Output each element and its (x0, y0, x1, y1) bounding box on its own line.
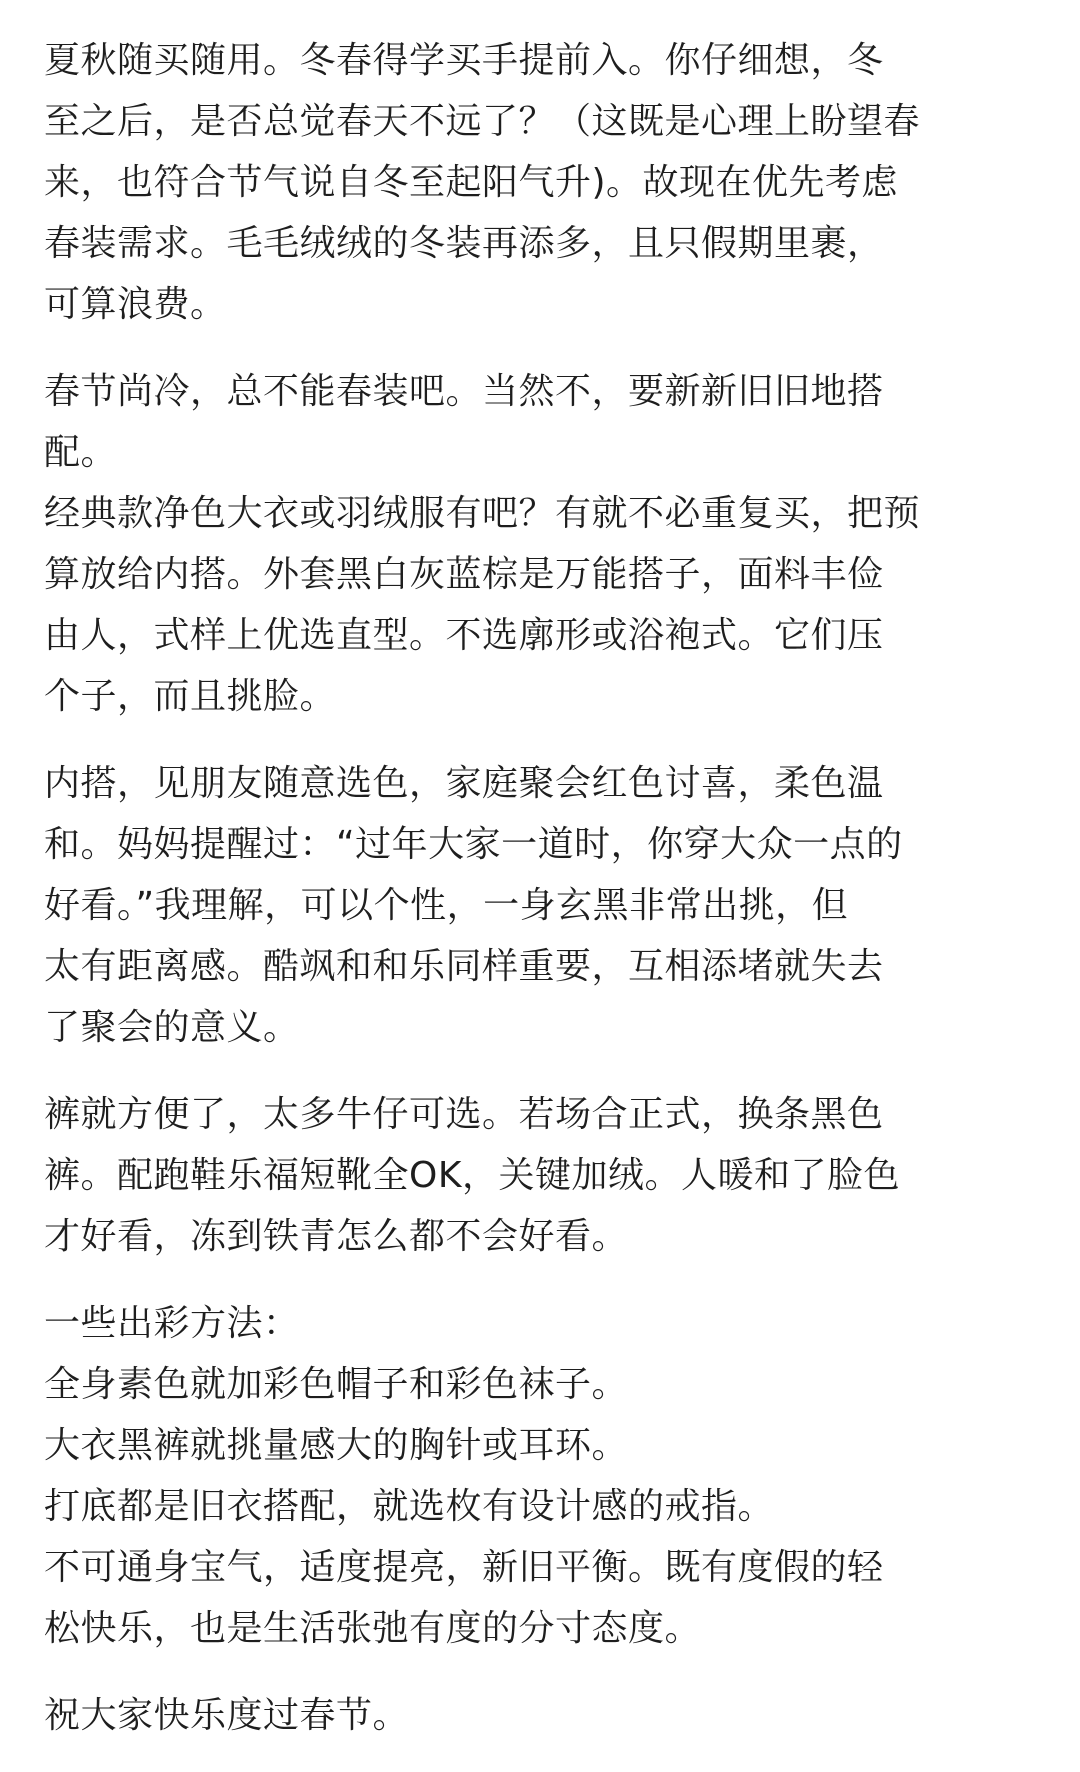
text-line: 至之后，是否总觉春天不远了？（这既是心理上盼望春 (44, 101, 921, 142)
text-line: 春节尚冷，总不能春装吧。当然不，要新新旧旧地搭 (44, 371, 884, 412)
text-line: 夏秋随买随用。冬春得学买手提前入。你仔细想，冬 (44, 40, 884, 81)
paragraph (44, 361, 1044, 727)
text-line: 打底都是旧衣搭配，就选枚有设计感的戒指。 (44, 1486, 775, 1527)
text-line: 太有距离感。酷飒和和乐同样重要，互相添堵就失去 (44, 946, 884, 987)
text-line: 大衣黑裤就挑量感大的胸针或耳环。 (44, 1425, 629, 1466)
text-line: 配。 (44, 432, 118, 473)
text-line: 好看。”我理解，可以个性，一身玄黑非常出挑，但 (44, 885, 849, 926)
article-body (44, 30, 1044, 1772)
text-line: 算放给内搭。外套黑白灰蓝棕是万能搭子，面料丰俭 (44, 554, 884, 595)
text-line: 春装需求。毛毛绒绒的冬装再添多，且只假期里裹， (44, 223, 884, 264)
paragraph (44, 30, 1044, 335)
text-line: 和。妈妈提醒过：“过年大家一道时，你穿大众一点的 (44, 824, 903, 865)
paragraph (44, 1084, 1044, 1267)
text-line: 来，也符合节气说自冬至起阳气升)。故现在优先考虑 (44, 162, 899, 203)
text-line: 不可通身宝气，适度提亮，新旧平衡。既有度假的轻 (44, 1547, 884, 1588)
text-line: 才好看，冻到铁青怎么都不会好看。 (44, 1216, 629, 1257)
paragraph (44, 1293, 1044, 1659)
text-line: 个子，而且挑脸。 (44, 676, 337, 717)
text-line: 了聚会的意义。 (44, 1007, 300, 1048)
text-line: 松快乐，也是生活张弛有度的分寸态度。 (44, 1608, 702, 1649)
text-line: 裤就方便了，太多牛仔可选。若场合正式，换条黑色 (44, 1094, 884, 1135)
text-line: 由人，式样上优选直型。不选廓形或浴袍式。它们压 (44, 615, 884, 656)
text-line: 可算浪费。 (44, 284, 227, 325)
text-line: 内搭，见朋友随意选色，家庭聚会红色讨喜，柔色温 (44, 763, 884, 804)
text-line: 祝大家快乐度过春节。 (44, 1695, 410, 1736)
paragraph (44, 1685, 1044, 1746)
text-line: 经典款净色大衣或羽绒服有吧？有就不必重复买，把预 (44, 493, 921, 534)
text-line: 全身素色就加彩色帽子和彩色袜子。 (44, 1364, 629, 1405)
text-line: 裤。配跑鞋乐福短靴全OK，关键加绒。人暖和了脸色 (44, 1155, 900, 1196)
text-line: 一些出彩方法： (44, 1303, 300, 1344)
paragraph (44, 753, 1044, 1058)
